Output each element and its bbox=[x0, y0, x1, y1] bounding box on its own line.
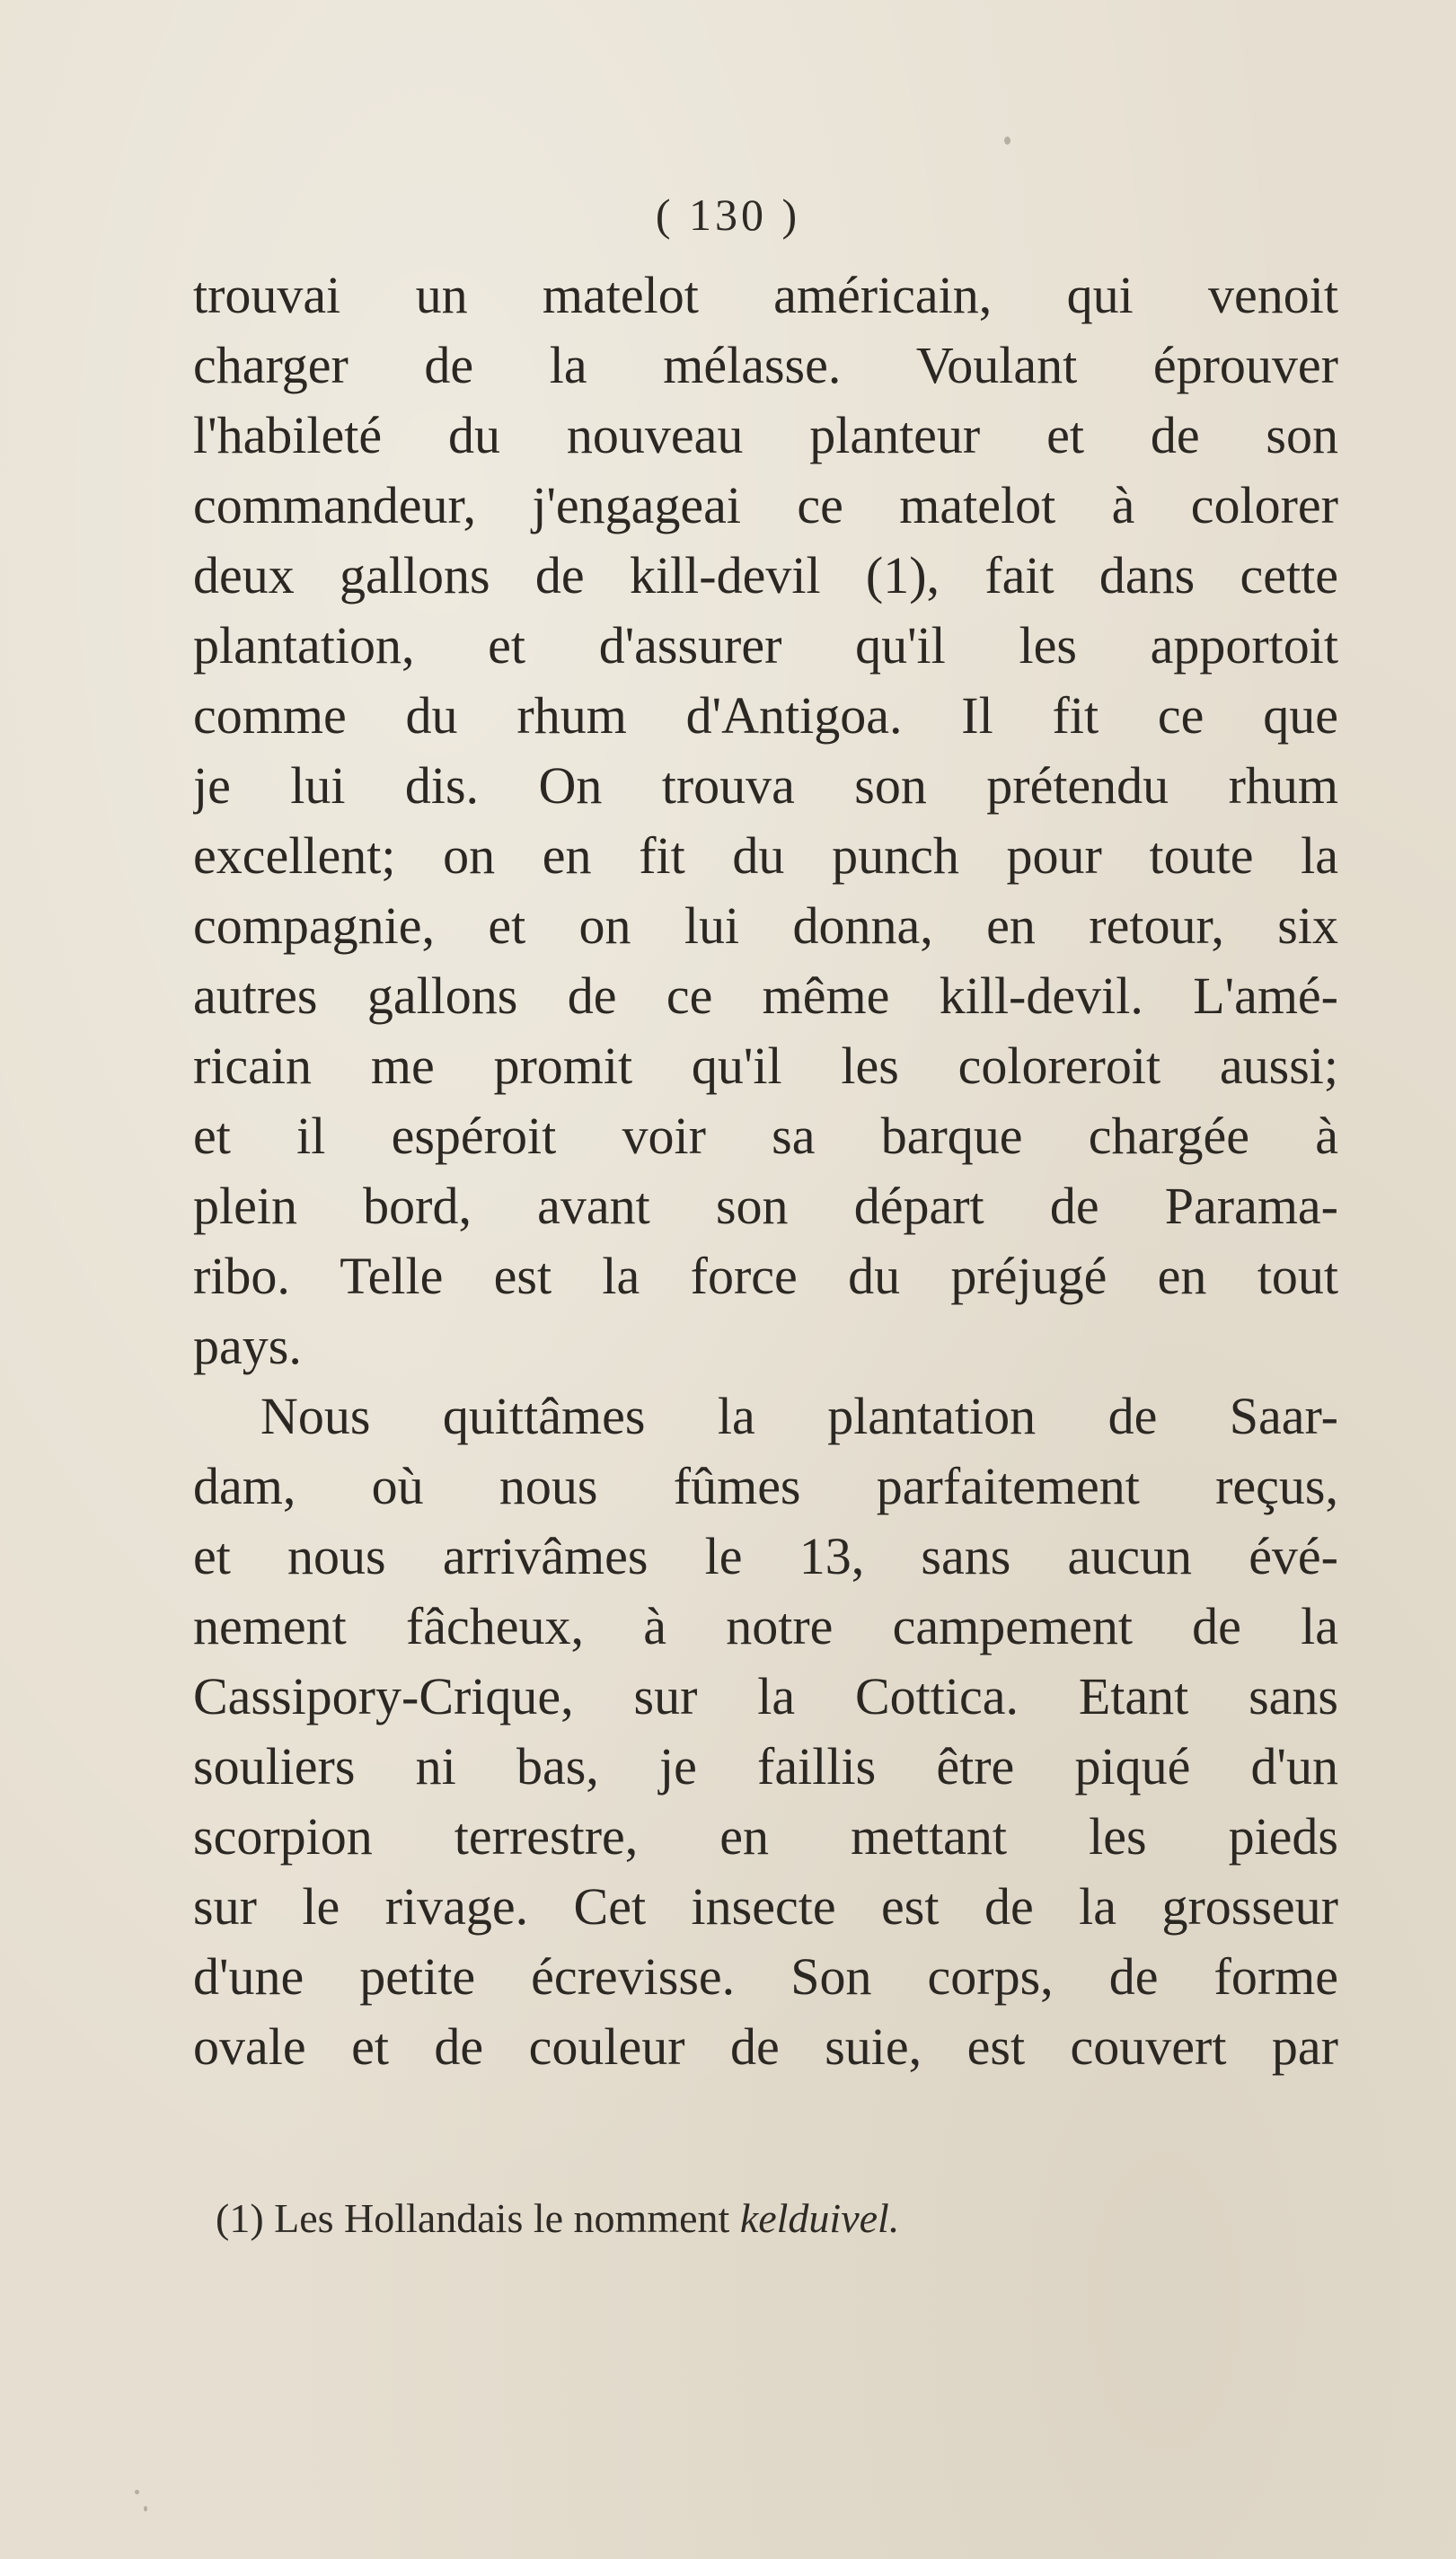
text-line: ribo. Telle est la force du préjugé en tout bbox=[193, 1247, 1338, 1305]
text-line: deux gallons de kill-devil (1), fait dans cette bbox=[193, 546, 1338, 604]
footnote bbox=[216, 2192, 1114, 2246]
text-line: scorpion terrestre, en mettant les pieds bbox=[193, 1807, 1338, 1866]
text-line: et nous arrivâmes le 13, sans aucun évé- bbox=[193, 1527, 1338, 1585]
text-line: souliers ni bas, je faillis être piqué d'un bbox=[193, 1737, 1338, 1796]
text-line: nement fâcheux, à notre campement de la bbox=[193, 1597, 1338, 1655]
text-line: l'habileté du nouveau planteur et de son bbox=[193, 406, 1338, 464]
text-line: plein bord, avant son départ de Parama- bbox=[193, 1177, 1338, 1235]
text-line: ovale et de couleur de suie, est couvert par bbox=[193, 2017, 1338, 2076]
ink-speck bbox=[1004, 137, 1010, 145]
text-line: ricain me promit qu'il les coloreroit aussi; bbox=[193, 1037, 1338, 1095]
text-line: autres gallons de ce même kill-devil. L'amé- bbox=[193, 966, 1338, 1025]
body-text bbox=[193, 260, 1338, 2082]
text-line: trouvai un matelot américain, qui venoit bbox=[193, 266, 1338, 324]
text-line: commandeur, j'engageai ce matelot à colorer bbox=[193, 476, 1338, 534]
text-line: charger de la mélasse. Voulant éprouver bbox=[193, 336, 1338, 394]
text-line: comme du rhum d'Antigoa. Il fit ce que bbox=[193, 686, 1338, 745]
text-line: sur le rivage. Cet insecte est de la grosseur bbox=[193, 1877, 1338, 1936]
footnote-italic-term: kelduivel. bbox=[739, 2195, 900, 2241]
text-line: et il espéroit voir sa barque chargée à bbox=[193, 1107, 1338, 1165]
page-number: ( 130 ) bbox=[655, 190, 801, 240]
text-line: excellent; on en fit du punch pour toute la bbox=[193, 826, 1338, 885]
footnote-text: (1) Les Hollandais le nomment bbox=[216, 2195, 730, 2241]
text-line: Cassipory-Crique, sur la Cottica. Etant sans bbox=[193, 1667, 1338, 1725]
text-line: compagnie, et on lui donna, en retour, six bbox=[193, 896, 1338, 955]
text-line: d'une petite écrevisse. Son corps, de forme bbox=[193, 1947, 1338, 2006]
text-line: dam, où nous fûmes parfaitement reçus, bbox=[193, 1457, 1338, 1515]
ink-speck bbox=[135, 2490, 139, 2494]
text-line: plantation, et d'assurer qu'il les apportoit bbox=[193, 616, 1338, 675]
paragraph-start-line: Nous quittâmes la plantation de Saar- bbox=[260, 1387, 1338, 1445]
text-line: je lui dis. On trouva son prétendu rhum bbox=[193, 756, 1338, 815]
ink-speck bbox=[144, 2506, 147, 2511]
text-line: pays. bbox=[193, 1317, 302, 1375]
